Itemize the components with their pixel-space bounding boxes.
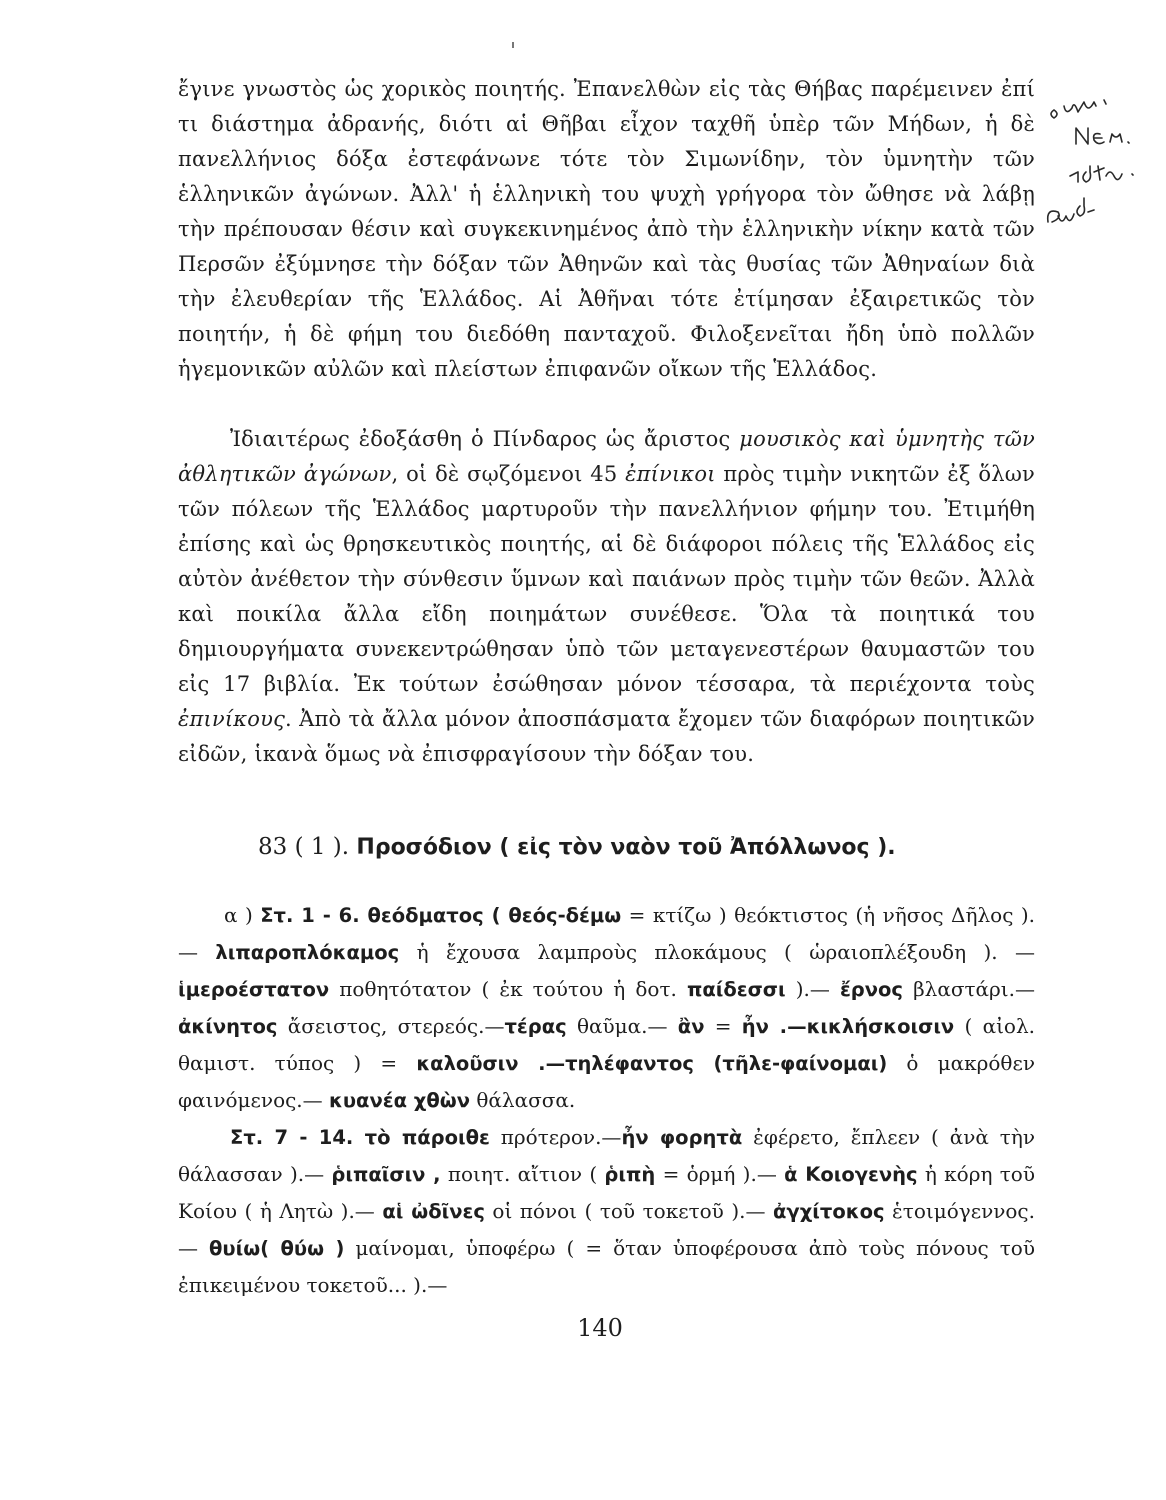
gloss-term: παίδεσσι xyxy=(686,978,786,1001)
gloss-def: ( αἰολ. θαμιστ. τύπος ) = xyxy=(178,1014,1035,1075)
gloss-term: ἂν xyxy=(677,1015,705,1038)
p2-run-g: . Ἀπὸ τὰ ἄλλα μόνον ἀποσπάσματα ἔχομεν τῶν διαφόρων ποιητικῶν εἰδῶν, ἱκανὰ ὅμως νὰ ἐπισφραγίσουν τὴν δόξαν του. xyxy=(178,707,1035,766)
gloss-term: ἦν .—κικλήσκοισιν xyxy=(741,1015,955,1038)
gloss-term: ἀγχίτοκος xyxy=(773,1200,885,1223)
gloss-def: = ὁρμή ).— xyxy=(655,1162,785,1186)
gloss-term: λιπαροπλόκαμος xyxy=(215,941,400,964)
gloss-def: οἱ πόνοι ( τοῦ τοκετοῦ ).— xyxy=(484,1199,774,1223)
p2-run-e: πρὸς τιμὴν νικητῶν ἐξ ὅλων τῶν πόλεων τῆς Ἑλλάδος μαρτυροῦν τὴν πανελλήνιον φήμην του. Ἐτιμήθη ἐπίσης καὶ ὡς θρησκευτικὸς ποιητής, αἱ δὲ διάφοροι πόλεις τῆς Ἑλλάδος εἰς αὐτὸν ἀνέθετον τὴν σύνθεσιν ὕμνων καὶ παιάνων πρὸς τιμὴν τῶν θεῶν. Ἀλλὰ καὶ ποικίλα ἄλλα εἴδη ποιημάτων συνέθεσε. Ὅλα τὰ ποιητικά του δημιουργήματα συνεκεντρώθησαν ὑπὸ τῶν μεταγενεστέρων θαυμαστῶν του εἰς 17 βιβλία. Ἐκ τούτων ἐσώθησαν μόνον τέσσαρα, τὰ περιέχοντα τοὺς xyxy=(178,462,1035,696)
p2-run-a: Ἰδιαιτέρως ἐδοξάσθη ὁ Πίνδαρος ὡς ἄριστος xyxy=(230,427,740,451)
gloss-def: ὁ μακρόθεν φαινόμενος.— xyxy=(178,1051,1035,1112)
gloss-term: ἱμεροέστατον xyxy=(178,978,330,1001)
gloss-def: ποθητότατον ( ἐκ τούτου ἡ δοτ. xyxy=(329,977,687,1001)
p2-italic-epinikoi: ἐπίνικοι xyxy=(625,462,716,486)
gloss-term: Στ. 1 - 6. θεόδματος ( θεός-δέμω xyxy=(260,904,622,927)
paragraph-1 xyxy=(178,72,1035,387)
gloss-def: θαῦμα.— xyxy=(566,1014,678,1038)
gloss-paragraph-2 xyxy=(178,1119,1035,1303)
gloss-def: θάλασσα. xyxy=(469,1088,576,1112)
scan-speck xyxy=(512,42,514,48)
section-title: Προσόδιον ( εἰς τὸν ναὸν τοῦ Ἀπόλλωνος ). xyxy=(356,835,896,860)
section-number: 83 ( 1 ). xyxy=(258,834,350,860)
gloss-paragraph-1 xyxy=(178,897,1035,1119)
gloss-term: ἁ Κοιογενὴς xyxy=(784,1163,918,1186)
gloss-def: ἑτοιμόγεννος. — xyxy=(178,1199,1035,1260)
gloss-term: Στ. 7 - 14. τὸ πάροιθε xyxy=(230,1126,490,1149)
handwritten-margin-note xyxy=(1040,96,1158,246)
gloss-term: ῥιπὴ xyxy=(604,1163,656,1186)
gloss-term: κυανέα χθὼν xyxy=(329,1089,470,1112)
paragraph-2-text xyxy=(178,422,1035,772)
gloss-term: ῥιπαῖσιν , xyxy=(331,1163,441,1186)
gloss-def: βλαστάρι.— xyxy=(903,977,1036,1001)
p2-run-c: , οἱ δὲ σῳζόμενοι 45 xyxy=(391,462,626,486)
gloss-def: ἡ κόρη τοῦ Κοίου ( ἡ Λητὼ ).— xyxy=(178,1162,1035,1223)
gloss-def: μαίνομαι, ὑποφέρω ( = ὅταν ὑποφέρουσα ἀπὸ τοὺς πόνους τοῦ ἐπικειμένου τοκετοῦ... ).— xyxy=(178,1236,1036,1297)
gloss-def: πρότερον.— xyxy=(489,1125,622,1149)
gloss-def: ἐφέρετο, ἔπλεεν ( ἀνὰ τὴν θάλασσαν ).— xyxy=(178,1125,1035,1186)
paragraph-2 xyxy=(178,422,1035,772)
gloss-term: ἔρνος xyxy=(839,978,903,1001)
gloss-def: = κτίζω ) θεόκτιστος (ἡ νῆσος Δῆλος ).— xyxy=(178,903,1036,964)
handwriting-scribble xyxy=(1040,96,1158,246)
gloss-def: ποιητ. αἴτιον ( xyxy=(440,1162,605,1186)
gloss-def: ἄσειστος, στερεός.— xyxy=(277,1014,505,1038)
gloss-term: καλοῦσιν .—τηλέφαντος (τῆλε-φαίνομαι) xyxy=(416,1052,888,1075)
p2-italic-epinikous: ἐπινίκους xyxy=(178,707,286,731)
page-number: 140 xyxy=(577,1314,623,1342)
gloss-term: θυίω( θύω ) xyxy=(209,1237,345,1260)
glossary xyxy=(178,897,1035,1303)
gloss-def: = xyxy=(704,1014,742,1038)
gloss-term: ἦν φορητὰ xyxy=(621,1126,743,1149)
paragraph-1-text: ἔγινε γνωστὸς ὡς χορικὸς ποιητής. Ἐπανελθὼν εἰς τὰς Θήβας παρέμεινεν ἐπί τι διάστημα ἀδρανής, διότι αἱ Θῆβαι εἶχον ταχθῆ ὑπὲρ τῶν Μήδων, ἡ δὲ πανελλήνιος δόξα ἐστεφάνωνε τότε τὸν Σιμωνίδην, τὸν ὑμνητὴν τῶν ἑλληνικῶν ἀγώνων. Ἀλλ' ἡ ἑλληνικὴ του ψυχὴ γρήγορα τὸν ὤθησε νὰ λάβῃ τὴν πρέπουσαν θέσιν καὶ συγκεκινημένος ἀπὸ τὴν ἑλληνικὴν νίκην κατὰ τῶν Περσῶν ἐξύμνησε τὴν δόξαν τῶν Ἀθηνῶν καὶ τὰς θυσίας τῶν Ἀθηναίων διὰ τὴν ἐλευθερίαν τῆς Ἑλλάδος. Αἱ Ἀθῆναι τότε ἐτίμησαν ἐξαιρετικῶς τὸν ποιητήν, ἡ δὲ φήμη του διεδόθη πανταχοῦ. Φιλοξενεῖται ἤδη ὑπὸ πολλῶν ἡγεμονικῶν αὐλῶν καὶ πλείστων ἐπιφανῶν οἴκων τῆς Ἑλλάδος. xyxy=(178,77,1035,381)
gloss-def: ).— xyxy=(785,977,840,1001)
p2-italic-musikos: μουσικὸς καὶ ὑμνητὴς τῶν ἀθλητικῶν ἀγώνων xyxy=(178,427,1036,486)
gloss-term: ἀκίνητος xyxy=(178,1015,278,1038)
gloss-term: τέρας xyxy=(504,1015,567,1038)
section-heading xyxy=(258,832,896,863)
gloss-label-a: α ) xyxy=(224,903,261,927)
gloss-def: ἡ ἔχουσα λαμπροὺς πλοκάμους ( ὡραιοπλέξουδη ). — xyxy=(399,940,1035,964)
gloss-term: αἱ ὠδῖνες xyxy=(382,1200,485,1223)
